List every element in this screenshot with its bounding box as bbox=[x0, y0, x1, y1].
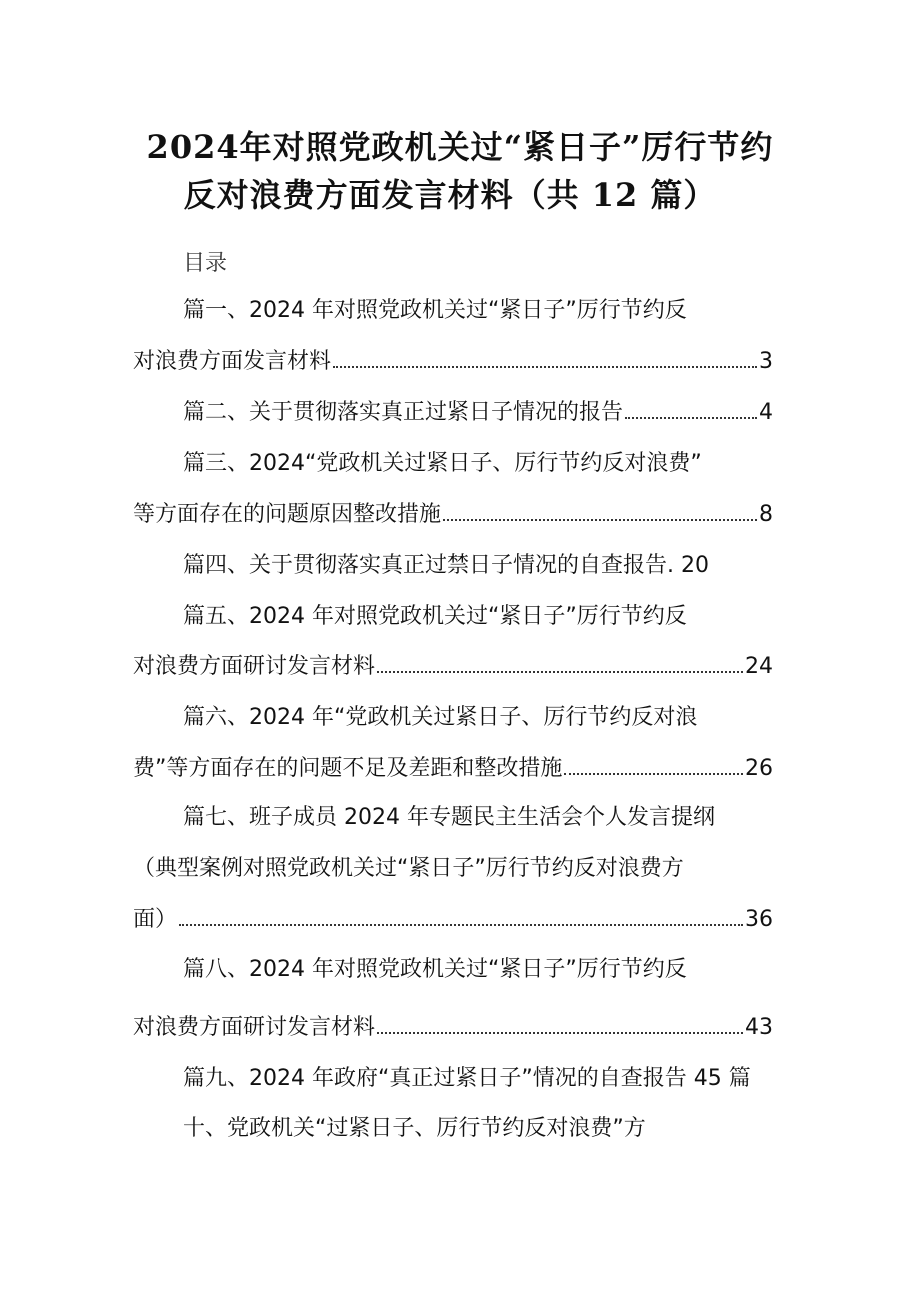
toc-entry-9[interactable]: 篇九、2024 年政府“真正过紧日子”情况的自查报告 45 篇 bbox=[183, 1066, 751, 1091]
toc-leader-dots bbox=[564, 772, 743, 775]
toc-entry-2-line-1: 篇二、关于贯彻落实真正过紧日子情况的报告 bbox=[183, 400, 624, 425]
document-title-line-1: 2024年对照党政机关过“紧日子”厉行节约 bbox=[146, 128, 774, 166]
toc-entry-7-page: 36 bbox=[745, 907, 773, 932]
toc-entry-3-page: 8 bbox=[759, 502, 773, 527]
toc-entry-3-line-1: 篇三、2024“党政机关过紧日子、厉行节约反对浪费” bbox=[183, 451, 702, 476]
toc-entry-8-line-2: 对浪费方面研讨发言材料 bbox=[133, 1015, 376, 1040]
toc-entry-7-line-3: 面） bbox=[133, 907, 178, 932]
toc-entry-7-line-2: （典型案例对照党政机关过“紧日子”厉行节约反对浪费方 bbox=[133, 856, 684, 881]
toc-entry-1-line-2: 对浪费方面发言材料 bbox=[133, 349, 332, 374]
toc-entry-10[interactable]: 十、党政机关“过紧日子、厉行节约反对浪费”方 bbox=[183, 1116, 646, 1141]
toc-entry-3-line-2: 等方面存在的问题原因整改措施 bbox=[133, 502, 442, 527]
toc-entry-5[interactable] bbox=[133, 654, 773, 680]
toc-entry-5-page: 24 bbox=[745, 654, 773, 679]
toc-entry-6-line-1: 篇六、2024 年“党政机关过紧日子、厉行节约反对浪 bbox=[183, 705, 698, 730]
toc-entry-2[interactable] bbox=[183, 400, 773, 426]
toc-entry-6[interactable] bbox=[133, 756, 773, 782]
toc-entry-5-line-2: 对浪费方面研讨发言材料 bbox=[133, 654, 376, 679]
toc-entry-4[interactable]: 篇四、关于贯彻落实真正过禁日子情况的自查报告. 20 bbox=[183, 553, 709, 578]
toc-entry-6-page: 26 bbox=[745, 756, 773, 781]
toc-leader-dots bbox=[625, 416, 757, 419]
toc-heading: 目录 bbox=[183, 251, 228, 276]
toc-entry-8[interactable] bbox=[133, 1015, 773, 1041]
toc-leader-dots bbox=[333, 365, 757, 368]
toc-entry-3[interactable] bbox=[133, 502, 773, 528]
toc-entry-5-line-1: 篇五、2024 年对照党政机关过“紧日子”厉行节约反 bbox=[183, 604, 687, 629]
toc-entry-2-page: 4 bbox=[759, 400, 773, 425]
document-title-line-2: 反对浪费方面发言材料（共 12 篇） bbox=[183, 176, 717, 214]
toc-entry-7[interactable] bbox=[133, 907, 773, 933]
toc-entry-1-line-1: 篇一、2024 年对照党政机关过“紧日子”厉行节约反 bbox=[183, 298, 687, 323]
toc-leader-dots bbox=[443, 518, 757, 521]
toc-entry-6-line-2: 费”等方面存在的问题不足及差距和整改措施 bbox=[133, 756, 563, 781]
toc-leader-dots bbox=[179, 923, 743, 926]
toc-entry-8-line-1: 篇八、2024 年对照党政机关过“紧日子”厉行节约反 bbox=[183, 957, 687, 982]
toc-entry-1-page: 3 bbox=[759, 349, 773, 374]
toc-entry-7-line-1: 篇七、班子成员 2024 年专题民主生活会个人发言提纲 bbox=[183, 805, 715, 830]
toc-entry-8-page: 43 bbox=[745, 1015, 773, 1040]
toc-leader-dots bbox=[377, 1031, 743, 1034]
toc-entry-1[interactable] bbox=[133, 349, 773, 375]
toc-leader-dots bbox=[377, 670, 743, 673]
